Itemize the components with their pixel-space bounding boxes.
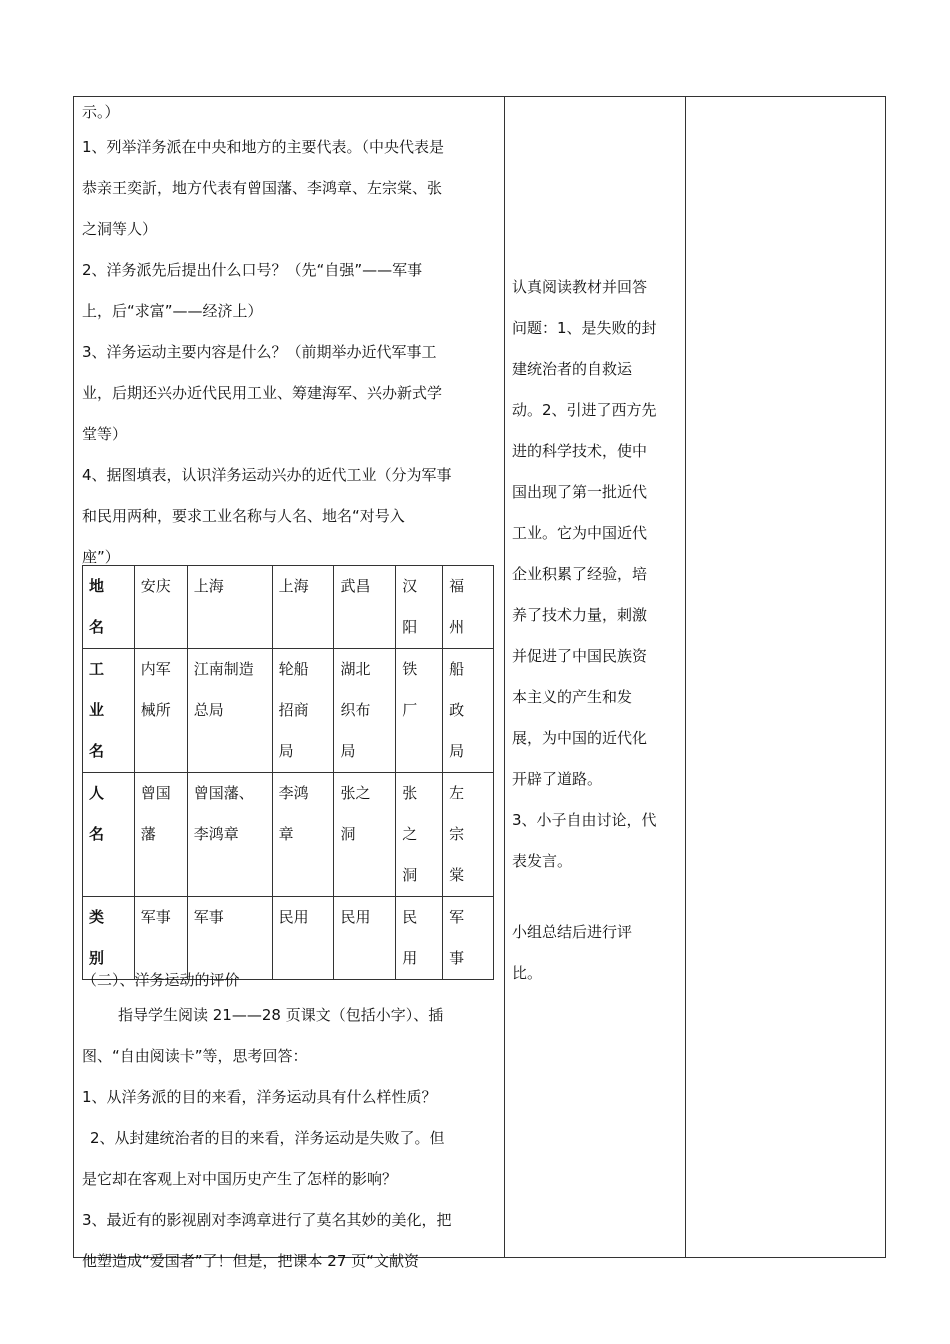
cell-text: 军 — [449, 908, 465, 926]
cell-text: 章 — [278, 825, 294, 843]
cell-text: 棠 — [449, 866, 465, 884]
row-header-text: 人 — [89, 784, 105, 802]
evaluation-section — [82, 965, 496, 1282]
cell-text: 阳 — [402, 618, 418, 636]
row-header-text: 名 — [89, 825, 105, 843]
cell-text: 民用 — [340, 908, 371, 926]
text-line: 2、洋务派先后提出什么口号？（先“自强”——军事 — [82, 261, 423, 279]
cell-text: 张 — [402, 784, 418, 802]
text-line: 企业积累了经验，培 — [512, 565, 648, 583]
text-line: 养了技术力量，刺激 — [512, 606, 648, 624]
text-line: 1、从洋务派的目的来看，洋务运动具有什么样性质？ — [82, 1088, 437, 1106]
cell-text: 藩 — [140, 825, 156, 843]
text-line: 问题：1、是失败的封 — [512, 319, 657, 337]
row-header-text: 名 — [89, 742, 105, 760]
cell-text: 洞 — [340, 825, 356, 843]
cell-text: 民用 — [278, 908, 309, 926]
cell-text: 军事 — [193, 908, 224, 926]
row-header-text: 业 — [89, 701, 105, 719]
cell-text: 上海 — [278, 577, 309, 595]
cell-text: 内军 — [140, 660, 171, 678]
text-line: 建统治者的自救运 — [512, 360, 633, 378]
table-cell — [334, 649, 396, 773]
cell-text: 之 — [402, 825, 418, 843]
cell-text: 船 — [449, 660, 465, 678]
text-line: 和民用两种，要求工业名称与人名、地名“对号入 — [82, 507, 405, 525]
table-cell — [272, 649, 334, 773]
text-line: 国出现了第一批近代 — [512, 483, 648, 501]
row-header — [83, 773, 135, 897]
cell-text: 江南制造 — [193, 660, 254, 678]
text-line: 3、最近有的影视剧对李鸿章进行了莫名其妙的美化，把 — [82, 1211, 452, 1229]
text-line: 业，后期还兴办近代民用工业、筹建海军、兴办新式学 — [82, 384, 443, 402]
table-cell — [334, 566, 396, 649]
cell-text: 张之 — [340, 784, 371, 802]
cell-text: 政 — [449, 701, 465, 719]
table-cell — [396, 773, 443, 897]
text-line: 他塑造成“爱国者”了！但是，把课本 27 页“文献资 — [82, 1252, 419, 1270]
text-line: 工业。它为中国近代 — [512, 524, 648, 542]
cell-text: 左 — [449, 784, 465, 802]
table-cell — [134, 649, 187, 773]
left-column — [82, 97, 496, 578]
text-line: 本主义的产生和发 — [512, 688, 633, 706]
table-cell — [396, 566, 443, 649]
table-cell — [443, 773, 494, 897]
cell-text: 轮船 — [278, 660, 309, 678]
cell-text: 汉 — [402, 577, 418, 595]
cell-text: 州 — [449, 618, 465, 636]
cell-text: 民 — [402, 908, 418, 926]
cell-text: 织布 — [340, 701, 371, 719]
text-line: 1、列举洋务派在中央和地方的主要代表。（中央代表是 — [82, 138, 445, 156]
text-line: 认真阅读教材并回答 — [512, 278, 648, 296]
row-header-text: 地 — [89, 577, 105, 595]
cell-text: 局 — [449, 742, 465, 760]
table-cell — [396, 649, 443, 773]
cell-text: 上海 — [193, 577, 224, 595]
table-row — [83, 566, 494, 649]
cell-text: 铁 — [402, 660, 418, 678]
row-header-text: 类 — [89, 908, 105, 926]
cell-text: 曾国 — [140, 784, 171, 802]
cell-text: 局 — [278, 742, 294, 760]
cell-text: 局 — [340, 742, 356, 760]
row-header-text: 名 — [89, 618, 105, 636]
text-line: 指导学生阅读 21——28 页课文（包括小字）、插 — [118, 1006, 444, 1024]
cell-text: 湖北 — [340, 660, 371, 678]
cell-text: 武昌 — [340, 577, 371, 595]
row-header — [83, 566, 135, 649]
text-line: 图、“自由阅读卡”等，思考回答： — [82, 1047, 308, 1065]
row-header — [83, 649, 135, 773]
table-cell — [334, 773, 396, 897]
cell-text: 招商 — [278, 701, 309, 719]
column-divider-2 — [685, 97, 686, 1257]
table-cell — [187, 649, 272, 773]
industry-table — [82, 565, 494, 980]
table-cell — [443, 566, 494, 649]
cell-text: 福 — [449, 577, 465, 595]
cell-text: 李鸿 — [278, 784, 309, 802]
cell-text: 总局 — [193, 701, 224, 719]
text-line: 堂等） — [82, 425, 128, 443]
text-line: 动。2、引进了西方先 — [512, 401, 657, 419]
middle-column — [512, 267, 678, 994]
table-cell — [187, 566, 272, 649]
text-line: 表发言。 — [512, 852, 573, 870]
row-header-text: 别 — [89, 949, 105, 967]
text-line: 之洞等人） — [82, 220, 158, 238]
cell-text: 宗 — [449, 825, 465, 843]
text-line: 开辟了道路。 — [512, 770, 603, 788]
document-table — [73, 96, 886, 1270]
table-cell — [443, 649, 494, 773]
table-row — [83, 773, 494, 897]
spacer-line — [512, 882, 678, 912]
table-cell — [272, 773, 334, 897]
cell-text: 用 — [402, 949, 418, 967]
text-line: 并促进了中国民族资 — [512, 647, 648, 665]
table-cell — [187, 773, 272, 897]
text-line: 示。） — [82, 103, 120, 121]
section-title: （二）、洋务运动的评价 — [82, 971, 240, 989]
column-divider-1 — [504, 97, 505, 1257]
text-line: 是它却在客观上对中国历史产生了怎样的影响？ — [82, 1170, 398, 1188]
text-line: 比。 — [512, 964, 543, 982]
cell-text: 安庆 — [140, 577, 171, 595]
text-line: 4、据图填表，认识洋务运动兴办的近代工业（分为军事 — [82, 466, 452, 484]
cell-text: 军事 — [140, 908, 171, 926]
cell-text: 械所 — [140, 701, 171, 719]
table-cell — [134, 566, 187, 649]
cell-text: 曾国藩、 — [193, 784, 254, 802]
text-line: 小组总结后进行评 — [512, 923, 633, 941]
text-line: 2、从封建统治者的目的来看，洋务运动是失败了。但 — [90, 1129, 445, 1147]
text-line: 3、小子自由讨论，代 — [512, 811, 657, 829]
row-header-text: 工 — [89, 660, 105, 678]
text-line: 恭亲王奕訢，地方代表有曾国藩、李鸿章、左宗棠、张 — [82, 179, 443, 197]
cell-text: 洞 — [402, 866, 418, 884]
table-cell — [134, 773, 187, 897]
cell-text: 厂 — [402, 701, 418, 719]
text-line: 上，后“求富”——经济上） — [82, 302, 263, 320]
text-line: 展，为中国的近代化 — [512, 729, 648, 747]
table-cell — [272, 566, 334, 649]
text-line: 3、洋务运动主要内容是什么？（前期举办近代军事工 — [82, 343, 437, 361]
text-line: 进的科学技术，使中 — [512, 442, 648, 460]
text-line: 座”） — [82, 548, 120, 566]
cell-text: 李鸿章 — [193, 825, 239, 843]
table-row — [83, 649, 494, 773]
cell-text: 事 — [449, 949, 465, 967]
